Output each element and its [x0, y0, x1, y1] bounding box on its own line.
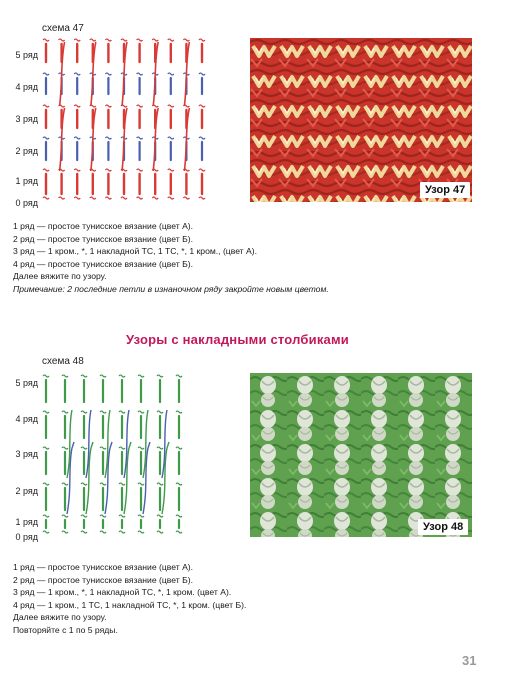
tilde-symbol [152, 39, 158, 41]
tilde-symbol [119, 483, 125, 485]
tilde-symbol [90, 39, 96, 41]
row-label: 1 ряд [15, 517, 38, 527]
tilde-symbol [137, 39, 143, 41]
pattern-47-badge: Узор 47 [420, 182, 470, 198]
site-watermark: PassionForum.ru [266, 650, 461, 680]
desc-note: Примечание: 2 последние петли в изнаночном ряду закройте новым цветом. [13, 283, 329, 294]
scheme-48-label: схема 48 [42, 356, 84, 367]
tilde-symbol [199, 105, 205, 107]
desc-line: 1 ряд — простое тунисское вязание (цвет А). [13, 562, 194, 572]
tilde-symbol [81, 531, 87, 533]
tilde-symbol [100, 515, 106, 517]
tilde-symbol [81, 411, 87, 413]
row-label: 5 ряд [15, 378, 38, 388]
tilde-symbol [157, 411, 163, 413]
row-label: 1 ряд [15, 176, 38, 186]
overlay-stitch [167, 442, 169, 448]
row-label: 4 ряд [15, 414, 38, 424]
tilde-symbol [121, 39, 127, 41]
tilde-symbol [119, 531, 125, 533]
row-label: 0 ряд [15, 198, 38, 208]
tilde-symbol [121, 197, 127, 199]
tilde-symbol [100, 483, 106, 485]
desc-line: 1 ряд — простое тунисское вязание (цвет А). [13, 221, 194, 231]
tilde-symbol [62, 483, 68, 485]
pattern-48-badge: Узор 48 [418, 519, 468, 535]
tilde-symbol [168, 39, 174, 41]
tilde-symbol [90, 197, 96, 199]
desc-line: Далее вяжите по узору. [13, 612, 107, 623]
row-label: 2 ряд [15, 146, 38, 156]
tilde-symbol [62, 447, 68, 449]
section-title: Узоры с накладными столбиками [126, 332, 349, 347]
tilde-symbol [168, 197, 174, 199]
tilde-symbol [105, 39, 111, 41]
tilde-symbol [176, 447, 182, 449]
tilde-symbol [176, 411, 182, 413]
tilde-symbol [81, 515, 87, 517]
tilde-symbol [119, 375, 125, 377]
tilde-symbol [43, 411, 49, 413]
tilde-symbol [105, 105, 111, 107]
tilde-symbol [138, 375, 144, 377]
tilde-symbol [138, 483, 144, 485]
tilde-symbol [119, 515, 125, 517]
tilde-symbol [119, 411, 125, 413]
tilde-symbol [100, 531, 106, 533]
row-label: 0 ряд [15, 532, 38, 542]
desc-line: 4 ряд — 1 кром., 1 ТС, 1 накладной ТС, *, 1 кром. (цвет Б). [13, 599, 247, 610]
tilde-symbol [199, 137, 205, 139]
tilde-symbol [199, 39, 205, 41]
tilde-symbol [74, 39, 80, 41]
scheme-47-label: схема 47 [42, 23, 84, 34]
tilde-symbol [157, 375, 163, 377]
desc-line: Далее вяжите по узору. [13, 271, 107, 282]
desc-line: 3 ряд — 1 кром., *, 1 накладной ТС, 1 ТС, *, 1 кром., (цвет А). [13, 246, 257, 257]
tilde-symbol [43, 105, 49, 107]
tilde-symbol [176, 375, 182, 377]
overlay-stitch [148, 442, 150, 448]
tilde-symbol [138, 515, 144, 517]
tilde-symbol [62, 411, 68, 413]
tilde-symbol [59, 197, 65, 199]
tilde-symbol [119, 447, 125, 449]
scheme-47-diagram [40, 36, 220, 208]
tilde-symbol [137, 137, 143, 139]
overlay-stitch [91, 442, 93, 448]
scheme-48-diagram [40, 368, 200, 540]
tilde-symbol [138, 411, 144, 413]
tilde-symbol [74, 137, 80, 139]
tilde-symbol [157, 447, 163, 449]
tilde-symbol [74, 197, 80, 199]
tilde-symbol [138, 447, 144, 449]
tilde-symbol [137, 197, 143, 199]
tilde-symbol [105, 73, 111, 75]
pattern-47-description [13, 220, 483, 296]
tilde-symbol [43, 375, 49, 377]
page-number: 31 [462, 653, 477, 668]
tilde-symbol [137, 73, 143, 75]
tilde-symbol [199, 73, 205, 75]
desc-line: 3 ряд — 1 кром., *, 1 накладной ТС, *, 1 кром. (цвет А). [13, 587, 232, 598]
tilde-symbol [43, 137, 49, 139]
tilde-symbol [74, 105, 80, 107]
tilde-symbol [62, 531, 68, 533]
tilde-symbol [199, 197, 205, 199]
tilde-symbol [74, 169, 80, 171]
knit-texture-48 [250, 373, 472, 537]
tilde-symbol [105, 197, 111, 199]
tilde-symbol [81, 447, 87, 449]
tilde-symbol [183, 39, 189, 41]
knit-texture-47 [250, 38, 472, 202]
tilde-symbol [199, 169, 205, 171]
tilde-symbol [43, 515, 49, 517]
row-label: 5 ряд [15, 50, 38, 60]
desc-line: 4 ряд — простое тунисское вязание (цвет Б). [13, 258, 193, 269]
tilde-symbol [59, 39, 65, 41]
tilde-symbol [43, 531, 49, 533]
tilde-symbol [168, 137, 174, 139]
desc-line: 2 ряд — простое тунисское вязание (цвет Б). [13, 574, 193, 585]
tilde-symbol [43, 197, 49, 199]
tilde-symbol [152, 197, 158, 199]
tilde-symbol [157, 531, 163, 533]
tilde-symbol [100, 447, 106, 449]
tilde-symbol [176, 531, 182, 533]
pattern-48-photo [250, 373, 472, 537]
tilde-symbol [176, 515, 182, 517]
overlay-stitch [72, 442, 74, 448]
row-label: 2 ряд [15, 486, 38, 496]
overlay-stitch [110, 442, 112, 448]
tilde-symbol [105, 137, 111, 139]
tilde-symbol [81, 375, 87, 377]
tilde-symbol [168, 73, 174, 75]
desc-line: Повторяйте с 1 по 5 ряды. [13, 624, 118, 635]
tilde-symbol [100, 375, 106, 377]
row-label: 3 ряд [15, 114, 38, 124]
tilde-symbol [183, 197, 189, 199]
tilde-symbol [43, 73, 49, 75]
tilde-symbol [137, 105, 143, 107]
tilde-symbol [43, 483, 49, 485]
tilde-symbol [157, 483, 163, 485]
tilde-symbol [62, 515, 68, 517]
pattern-47-photo [250, 38, 472, 202]
tilde-symbol [105, 169, 111, 171]
desc-line: 2 ряд — простое тунисское вязание (цвет Б). [13, 233, 193, 244]
tilde-symbol [157, 515, 163, 517]
tilde-symbol [100, 411, 106, 413]
tilde-symbol [176, 483, 182, 485]
tilde-symbol [62, 375, 68, 377]
overlay-stitch [129, 442, 131, 448]
tilde-symbol [137, 169, 143, 171]
tilde-symbol [168, 169, 174, 171]
tilde-symbol [74, 73, 80, 75]
tilde-symbol [168, 105, 174, 107]
tilde-symbol [43, 447, 49, 449]
tilde-symbol [43, 169, 49, 171]
tilde-symbol [43, 39, 49, 41]
tilde-symbol [81, 483, 87, 485]
row-label: 4 ряд [15, 82, 38, 92]
pattern-48-description [13, 561, 483, 637]
tilde-symbol [138, 531, 144, 533]
row-label: 3 ряд [15, 449, 38, 459]
